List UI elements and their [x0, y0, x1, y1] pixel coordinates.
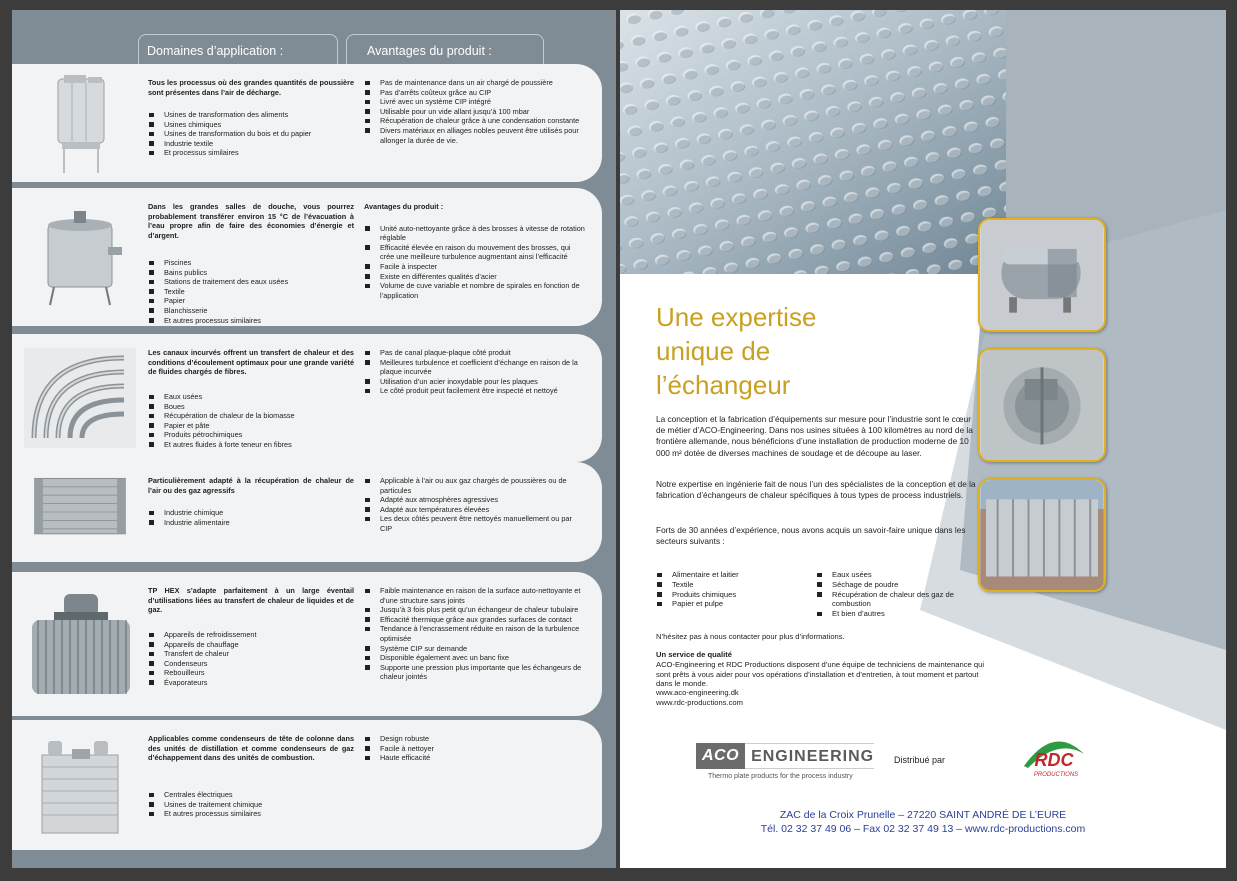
sectors-list-left: [656, 570, 816, 609]
thumb-interior-photo: [978, 348, 1106, 462]
application-item: Condenseurs: [164, 659, 354, 669]
application-intro: Tous les processus où des grandes quantités de poussière sont présentes dans l’air de décharge.: [148, 78, 354, 97]
advantage-item: Supporte une pression plus importante que les échangeurs de chaleur jointés: [380, 663, 586, 682]
application-intro: Les canaux incurvés offrent un transfert de chaleur et des conditions d’écoulement optimaux pour une grande variété de fluides chargés de fibres.: [148, 348, 354, 377]
application-item: Blanchisserie: [164, 306, 354, 316]
link-rdc[interactable]: www.rdc-productions.com: [656, 697, 743, 707]
product-row: [12, 572, 602, 716]
application-item: Et processus similaires: [164, 148, 354, 158]
advantage-item: Adapté aux atmosphères agressives: [380, 495, 586, 505]
sectors-list-right: [816, 570, 986, 619]
sector-item: Alimentaire et laitier: [672, 570, 816, 580]
advantage-item: Unité auto-nettoyante grâce à des brosses à vitesse de rotation réglable: [380, 223, 585, 243]
advantage-item: Le côté produit peut facilement être inspecté et nettoyé: [380, 386, 586, 396]
advantage-item: Système CIP sur demande: [380, 644, 586, 654]
application-item: Papier et pâte: [164, 421, 354, 431]
product-row: [12, 64, 602, 182]
sector-item: Séchage de poudre: [832, 580, 986, 590]
product-photo-curved-channels: [24, 342, 136, 454]
advantage-item: Efficacité thermique grâce aux grandes surfaces de contact: [380, 615, 586, 625]
application-item: Et autres processus similaires: [164, 316, 354, 326]
rdc-productions-logo: [1018, 732, 1090, 784]
product-row: [12, 462, 602, 562]
quality-block: [656, 650, 986, 689]
application-item: Appareils de chauffage: [164, 640, 354, 650]
advantage-item: Livré avec un système CIP intégré: [380, 97, 586, 107]
application-column: [148, 586, 354, 688]
application-item: Bains publics: [164, 268, 354, 278]
application-item: Industrie textile: [164, 139, 354, 149]
application-item: Récupération de chaleur de la biomasse: [164, 411, 354, 421]
headline: [656, 300, 906, 402]
expertise-paragraph: Notre expertise en ingénierie fait de nous l’un des spécialistes de la conception et de la fabrication d’échangeurs de chaleur spécifiques à tous types de process industriels.: [656, 479, 976, 501]
application-column: [148, 78, 354, 158]
intro-paragraph: La conception et la fabrication d’équipements sur mesure pour l’industrie sont le cœur de métier d’ACO-Engineering. Dans nos usines situées à 100 kilomètres au nord de la frontière allemande, nous bénéficions d’une installation de production moderne de 10 000 m² dotée de diverses machines de soudage et de découpe au laser.: [656, 414, 973, 458]
advantages-column: [364, 202, 586, 300]
application-item: Évaporateurs: [164, 678, 354, 688]
product-photo-column-condenser: [24, 728, 136, 842]
address-line-2: Tél. 02 32 37 49 06 – Fax 02 32 37 49 13 – www.rdc-productions.com: [760, 823, 1086, 835]
application-item: Textile: [164, 287, 354, 297]
product-photo-tp-hex-plate-stack: [24, 580, 136, 708]
thumb-installation-photo: [978, 478, 1106, 592]
advantage-item: Les deux côtés peuvent être nettoyés manuellement ou par CIP: [380, 514, 586, 533]
application-intro: TP HEX s’adapte parfaitement à un large éventail d’utilisations liées au transfert de chaleur de liquides et de gaz.: [148, 586, 354, 615]
header-domains: Domaines d’application :: [138, 34, 338, 66]
application-column: [148, 202, 354, 325]
advantage-item: Pas de maintenance dans un air chargé de poussière: [380, 78, 586, 88]
experience-paragraph: Forts de 30 années d’expérience, nous avons acquis un savoir-faire unique dans les secteurs suivants :: [656, 525, 966, 547]
aco-wordmark: ENGINEERING: [745, 743, 874, 769]
advantage-item: Facile à inspecter: [380, 262, 586, 272]
advantage-item: Volume de cuve variable et nombre de spirales en fonction de l’application: [380, 281, 586, 300]
application-item: Et autres processus similaires: [164, 809, 354, 819]
headline-line-3: l’échangeur: [656, 370, 791, 400]
application-column: [148, 348, 354, 450]
product-photo-cylindrical-tank: [24, 196, 136, 318]
thumb-tank-photo: [978, 218, 1106, 332]
dimple-plate-photo: [620, 10, 1006, 274]
advantage-item: Efficacité élevée en raison du mouvement des brosses, qui crée une meilleure turbulence augmentant ainsi l’efficacité: [380, 243, 586, 262]
advantages-column: [364, 348, 586, 396]
quality-title: Un service de qualité: [656, 650, 732, 659]
application-column: [148, 476, 354, 527]
application-item: Appareils de refroidissement: [164, 630, 354, 640]
header-advantages: Avantages du produit :: [346, 34, 544, 66]
website-links: [656, 688, 986, 708]
advantage-item: Récupération de chaleur grâce à une condensation constante: [380, 116, 586, 126]
sector-item: Eaux usées: [832, 570, 986, 580]
advantage-item: Pas d’arrêts coûteux grâce au CIP: [380, 88, 586, 98]
advantages-column: [364, 476, 586, 534]
left-page: [12, 10, 616, 868]
product-photo-rectangular-air-exchanger: [24, 470, 136, 554]
advantage-item: Tendance à l’encrassement réduite en raison de la turbulence optimisée: [380, 624, 586, 643]
advantage-item: Haute efficacité: [380, 753, 586, 763]
application-item: Eaux usées: [164, 392, 354, 402]
address-block: [620, 808, 1226, 836]
product-row: [12, 720, 602, 850]
advantage-item: Existe en différentes qualités d’acier: [380, 272, 586, 282]
application-item: Transfert de chaleur: [164, 649, 354, 659]
application-item: Rebouilleurs: [164, 668, 354, 678]
sector-item: Produits chimiques: [672, 590, 816, 600]
distributed-by-label: Distribué par: [894, 755, 946, 765]
advantage-item: Design robuste: [380, 734, 586, 744]
application-item: Produits pétrochimiques: [164, 430, 354, 440]
advantage-item: Applicable à l’air ou aux gaz chargés de poussières ou de particules: [380, 476, 586, 495]
advantages-column: [364, 586, 586, 682]
aco-tagline: Thermo plate products for the process industry: [708, 773, 853, 780]
application-intro: Applicables comme condenseurs de tête de colonne dans des unités de distillation et comme condenseurs de gaz d’échappement dans des unités de combustion.: [148, 734, 354, 763]
application-item: Usines chimiques: [164, 120, 354, 130]
advantage-item: Disponible également avec un banc fixe: [380, 653, 586, 663]
link-aco[interactable]: www.aco-engineering.dk: [656, 688, 739, 697]
application-item: Boues: [164, 402, 354, 412]
advantage-item: Facile à nettoyer: [380, 744, 586, 754]
application-item: Piscines: [164, 258, 354, 268]
headline-line-2: unique de: [656, 336, 771, 366]
rdc-mark: RDC: [1034, 750, 1074, 770]
sector-item: Et bien d’autres: [832, 609, 986, 619]
application-intro: Dans les grandes salles de douche, vous pourrez probablement transférer environ 15 °C de l’évacuation à l’eau propre afin de faire des économies d’énergie et d’argent.: [148, 202, 354, 240]
advantage-item: Faible maintenance en raison de la surface auto-nettoyante et d’une structure sans joints: [380, 586, 586, 605]
aco-mark: ACO: [696, 743, 745, 769]
advantage-item: Divers matériaux en alliages nobles peuvent être utilisés pour allonger la durée de vie.: [380, 126, 586, 145]
advantages-subtitle: Avantages du produit :: [364, 202, 444, 211]
headline-line-1: Une expertise: [656, 302, 817, 332]
product-row: [12, 334, 602, 462]
application-item: Usines de transformation des aliments: [164, 110, 354, 120]
application-item: Usines de traitement chimique: [164, 800, 354, 810]
advantage-item: Utilisable pour un vide allant jusqu’à 100 mbar: [380, 107, 586, 117]
advantage-item: Jusqu’à 3 fois plus petit qu’un échangeur de chaleur tubulaire: [380, 605, 586, 615]
rdc-sub: PRODUCTIONS: [1033, 772, 1079, 778]
product-photo-tall-vertical-exchanger: [24, 72, 136, 174]
application-item: Industrie alimentaire: [164, 518, 354, 528]
advantage-item: Meilleures turbulence et coefficient d’échange en raison de la plaque incurvée: [380, 358, 586, 377]
application-item: Papier: [164, 296, 354, 306]
application-item: Centrales électriques: [164, 790, 354, 800]
advantages-column: [364, 78, 586, 145]
application-item: Et autres fluides à forte teneur en fibres: [164, 440, 354, 450]
application-intro: Particulièrement adapté à la récupération de chaleur de l’air ou des gaz agressifs: [148, 476, 354, 495]
sector-item: Textile: [672, 580, 816, 590]
aco-engineering-logo: [696, 743, 875, 789]
right-page: [620, 10, 1226, 868]
product-row: [12, 188, 602, 326]
advantages-column: [364, 734, 586, 763]
advantage-item: Utilisation d’un acier inoxydable pour les plaques: [380, 377, 586, 387]
address-line-1: ZAC de la Croix Prunelle – 27220 SAINT ANDRÉ DE L’EURE: [779, 809, 1067, 821]
contact-line: N’hésitez pas à nous contacter pour plus d’informations.: [656, 632, 845, 641]
application-column: [148, 734, 354, 819]
application-item: Industrie chimique: [164, 508, 354, 518]
application-item: Usines de transformation du bois et du papier: [164, 129, 354, 139]
sector-item: Papier et pulpe: [672, 599, 816, 609]
quality-text: ACO-Engineering et RDC Productions disposent d’une équipe de techniciens de maintenance qui sont prêts à vous aider pour vos opérations d’installation et d’entretien, à tout moment et partout dans le monde.: [656, 659, 984, 689]
advantage-item: Pas de canal plaque-plaque côté produit: [380, 348, 586, 358]
sector-item: Récupération de chaleur des gaz de combustion: [832, 590, 986, 610]
advantage-item: Adapté aux températures élevées: [380, 505, 586, 515]
application-item: Stations de traitement des eaux usées: [164, 277, 354, 287]
